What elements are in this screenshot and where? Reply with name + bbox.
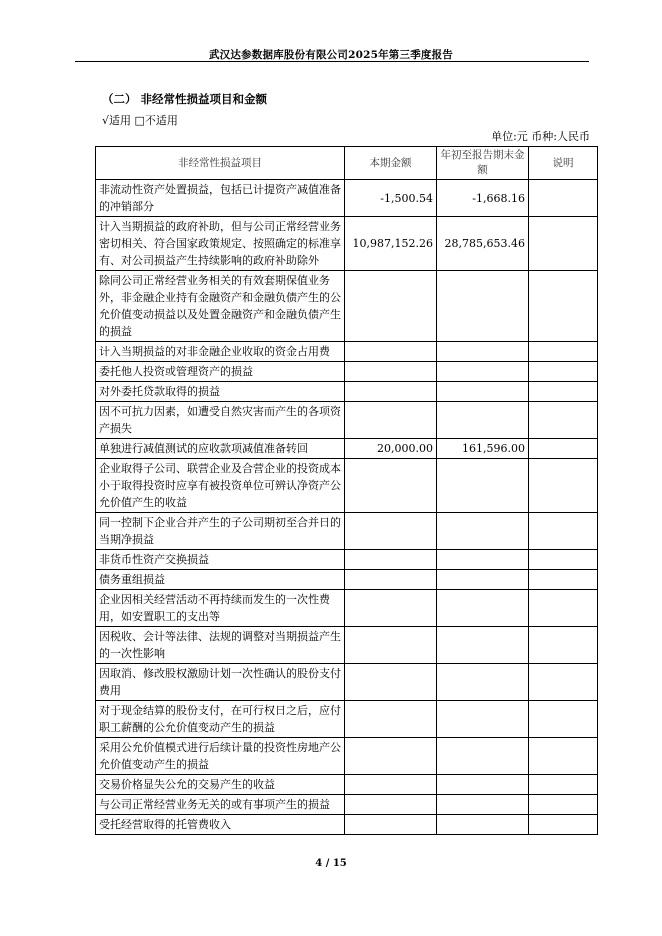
row-note bbox=[529, 701, 598, 738]
row-note bbox=[529, 627, 598, 664]
applicability-checkboxes: √适用 □不适用 bbox=[102, 114, 178, 127]
row-note bbox=[529, 815, 598, 835]
row-current-amount: 10,987,152.26 bbox=[345, 217, 437, 271]
row-ytd-amount bbox=[437, 701, 529, 738]
row-current-amount bbox=[345, 271, 437, 342]
row-note bbox=[529, 180, 598, 217]
row-note bbox=[529, 664, 598, 701]
row-item-label: 同一控制下企业合并产生的子公司期初至合并日的当期净损益 bbox=[96, 513, 345, 550]
row-item-label: 企业取得子公司、联营企业及合营企业的投资成本小于取得投资时应享有被投资单位可辨认净资产公允价值产生的收益 bbox=[96, 459, 345, 513]
row-note bbox=[529, 342, 598, 362]
row-item-label: 单独进行减值测试的应收款项减值准备转回 bbox=[96, 439, 345, 459]
non-recurring-gains-table bbox=[95, 146, 598, 835]
row-note bbox=[529, 439, 598, 459]
row-item-label: 企业因相关经营活动不再持续而发生的一次性费用，如安置职工的支出等 bbox=[96, 590, 345, 627]
row-current-amount bbox=[345, 795, 437, 815]
row-ytd-amount bbox=[437, 362, 529, 382]
row-current-amount bbox=[345, 570, 437, 590]
row-item-label: 委托他人投资或管理资产的损益 bbox=[96, 362, 345, 382]
row-item-label: 除同公司正常经营业务相关的有效套期保值业务外，非金融企业持有金融资产和金融负债产生的公允价值变动损益以及处置金融资产和金融负债产生的损益 bbox=[96, 271, 345, 342]
row-ytd-amount bbox=[437, 664, 529, 701]
header-current-period: 本期金额 bbox=[345, 147, 437, 180]
table-row bbox=[96, 382, 598, 402]
row-item-label: 交易价格显失公允的交易产生的收益 bbox=[96, 775, 345, 795]
row-ytd-amount bbox=[437, 815, 529, 835]
row-item-label: 对于现金结算的股份支付，在可行权日之后，应付职工薪酬的公允价值变动产生的损益 bbox=[96, 701, 345, 738]
row-item-label: 债务重组损益 bbox=[96, 570, 345, 590]
row-ytd-amount: 161,596.00 bbox=[437, 439, 529, 459]
table-row bbox=[96, 180, 598, 217]
row-note bbox=[529, 550, 598, 570]
table-row bbox=[96, 402, 598, 439]
table-row bbox=[96, 570, 598, 590]
table-row bbox=[96, 271, 598, 342]
row-ytd-amount bbox=[437, 550, 529, 570]
row-current-amount bbox=[345, 382, 437, 402]
row-current-amount bbox=[345, 513, 437, 550]
row-current-amount bbox=[345, 775, 437, 795]
row-ytd-amount bbox=[437, 402, 529, 439]
row-current-amount bbox=[345, 627, 437, 664]
row-note bbox=[529, 382, 598, 402]
row-ytd-amount bbox=[437, 590, 529, 627]
row-note bbox=[529, 402, 598, 439]
document-header-title: 武汉达参数据库股份有限公司2025年第三季度报告 bbox=[208, 49, 454, 61]
header-note: 说明 bbox=[529, 147, 598, 180]
row-note bbox=[529, 590, 598, 627]
row-item-label: 与公司正常经营业务无关的或有事项产生的损益 bbox=[96, 795, 345, 815]
row-ytd-amount bbox=[437, 627, 529, 664]
row-item-label: 非货币性资产交换损益 bbox=[96, 550, 345, 570]
row-ytd-amount bbox=[437, 570, 529, 590]
row-item-label: 对外委托贷款取得的损益 bbox=[96, 382, 345, 402]
row-current-amount: -1,500.54 bbox=[345, 180, 437, 217]
table-row bbox=[96, 738, 598, 775]
header-divider bbox=[75, 61, 589, 62]
row-current-amount bbox=[345, 342, 437, 362]
header-item: 非经常性损益项目 bbox=[96, 147, 345, 180]
row-current-amount bbox=[345, 590, 437, 627]
row-note bbox=[529, 795, 598, 815]
row-item-label: 非流动性资产处置损益，包括已计提资产减值准备的冲销部分 bbox=[96, 180, 345, 217]
row-current-amount bbox=[345, 402, 437, 439]
table-row bbox=[96, 550, 598, 570]
row-note bbox=[529, 271, 598, 342]
row-item-label: 计入当期损益的政府补助，但与公司正常经营业务密切相关、符合国家政策规定、按照确定的标准享有、对公司损益产生持续影响的政府补助除外 bbox=[96, 217, 345, 271]
row-ytd-amount bbox=[437, 775, 529, 795]
row-current-amount bbox=[345, 550, 437, 570]
row-ytd-amount bbox=[437, 795, 529, 815]
header-year-to-date: 年初至报告期末金额 bbox=[437, 147, 529, 180]
row-ytd-amount bbox=[437, 513, 529, 550]
row-current-amount bbox=[345, 738, 437, 775]
row-ytd-amount: 28,785,653.46 bbox=[437, 217, 529, 271]
row-item-label: 计入当期损益的对非金融企业收取的资金占用费 bbox=[96, 342, 345, 362]
row-ytd-amount bbox=[437, 382, 529, 402]
table-row bbox=[96, 664, 598, 701]
row-current-amount bbox=[345, 664, 437, 701]
table-row bbox=[96, 815, 598, 835]
row-note bbox=[529, 775, 598, 795]
table-row bbox=[96, 342, 598, 362]
table-row bbox=[96, 217, 598, 271]
table-row bbox=[96, 439, 598, 459]
row-note bbox=[529, 513, 598, 550]
page-number: 4 / 15 bbox=[315, 858, 347, 869]
row-item-label: 受托经营取得的托管费收入 bbox=[96, 815, 345, 835]
row-ytd-amount: -1,668.16 bbox=[437, 180, 529, 217]
table-row bbox=[96, 701, 598, 738]
table-row bbox=[96, 513, 598, 550]
row-ytd-amount bbox=[437, 459, 529, 513]
row-item-label: 因税收、会计等法律、法规的调整对当期损益产生的一次性影响 bbox=[96, 627, 345, 664]
row-current-amount bbox=[345, 701, 437, 738]
table-row bbox=[96, 627, 598, 664]
table-row bbox=[96, 362, 598, 382]
row-item-label: 因取消、修改股权激励计划一次性确认的股份支付费用 bbox=[96, 664, 345, 701]
row-current-amount bbox=[345, 459, 437, 513]
row-item-label: 因不可抗力因素，如遭受自然灾害而产生的各项资产损失 bbox=[96, 402, 345, 439]
row-note bbox=[529, 459, 598, 513]
row-ytd-amount bbox=[437, 342, 529, 362]
row-item-label: 采用公允价值模式进行后续计量的投资性房地产公允价值变动产生的损益 bbox=[96, 738, 345, 775]
row-ytd-amount bbox=[437, 738, 529, 775]
table-header-row bbox=[96, 147, 598, 180]
row-ytd-amount bbox=[437, 271, 529, 342]
row-current-amount: 20,000.00 bbox=[345, 439, 437, 459]
row-note bbox=[529, 738, 598, 775]
row-note bbox=[529, 570, 598, 590]
section-title: （二） 非经常性损益项目和金额 bbox=[102, 92, 268, 106]
row-current-amount bbox=[345, 362, 437, 382]
table-row bbox=[96, 459, 598, 513]
unit-currency-label: 单位:元 币种:人民币 bbox=[491, 130, 590, 143]
table-body bbox=[96, 180, 598, 835]
table-row bbox=[96, 590, 598, 627]
row-note bbox=[529, 217, 598, 271]
row-current-amount bbox=[345, 815, 437, 835]
table-row bbox=[96, 795, 598, 815]
table-row bbox=[96, 775, 598, 795]
row-note bbox=[529, 362, 598, 382]
